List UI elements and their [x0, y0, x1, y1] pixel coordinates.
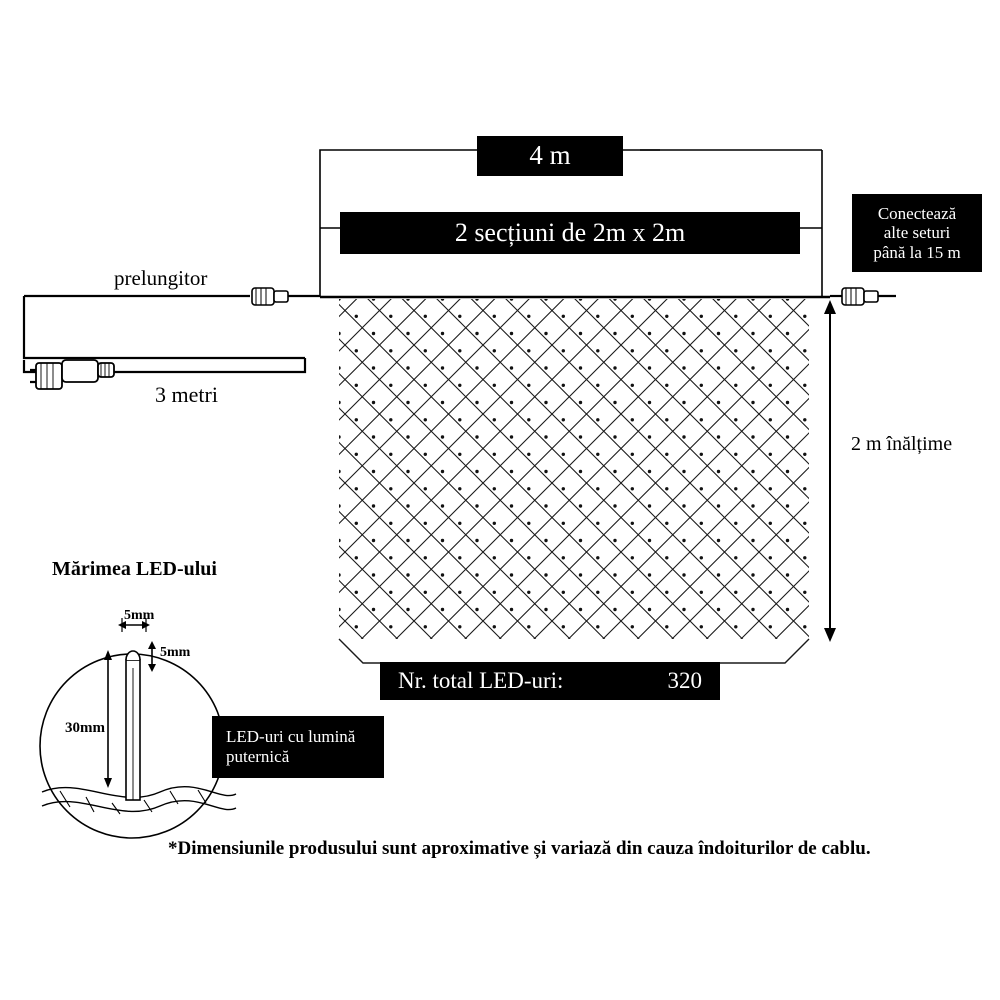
connect-label-line3: până la 15 m	[873, 242, 961, 262]
power-plug-icon	[30, 360, 114, 389]
bright-leds-line2: puternică	[226, 747, 290, 766]
led-length-label: 30mm	[65, 720, 105, 736]
connect-label-line2: alte seturi	[883, 223, 951, 243]
led-size-heading: Mărimea LED-ului	[52, 558, 217, 580]
extension-cable-label: prelungitor	[114, 266, 208, 290]
connect-more-sets-label	[852, 194, 982, 272]
footnote-text: *Dimensiunile produsului sunt aproximative și variază din cauza îndoiturilor de cablu.	[168, 838, 871, 859]
total-leds-value: 320	[667, 667, 702, 693]
width-label	[477, 136, 623, 176]
led-width-label: 5mm	[124, 608, 155, 623]
cable-connector-left	[252, 288, 320, 305]
cable-connector-right	[830, 288, 896, 305]
sections-label-text: 2 secțiuni de 2m x 2m	[454, 218, 686, 248]
height-label: 2 m înălțime	[851, 433, 953, 455]
led-height-label: 5mm	[160, 645, 191, 660]
connect-label-line1: Conectează	[877, 203, 957, 223]
height-dimension-arrow	[824, 300, 836, 642]
bright-leds-line1: LED-uri cu lumină	[226, 727, 356, 747]
bright-leds-label	[212, 716, 384, 778]
sections-label	[340, 212, 800, 254]
total-leds-label	[380, 662, 720, 700]
cable-length-label: 3 metri	[155, 382, 218, 407]
width-label-text: 4 m	[529, 140, 571, 171]
total-leds-text: Nr. total LED-uri:	[398, 667, 564, 693]
led-net-mesh	[337, 297, 809, 663]
